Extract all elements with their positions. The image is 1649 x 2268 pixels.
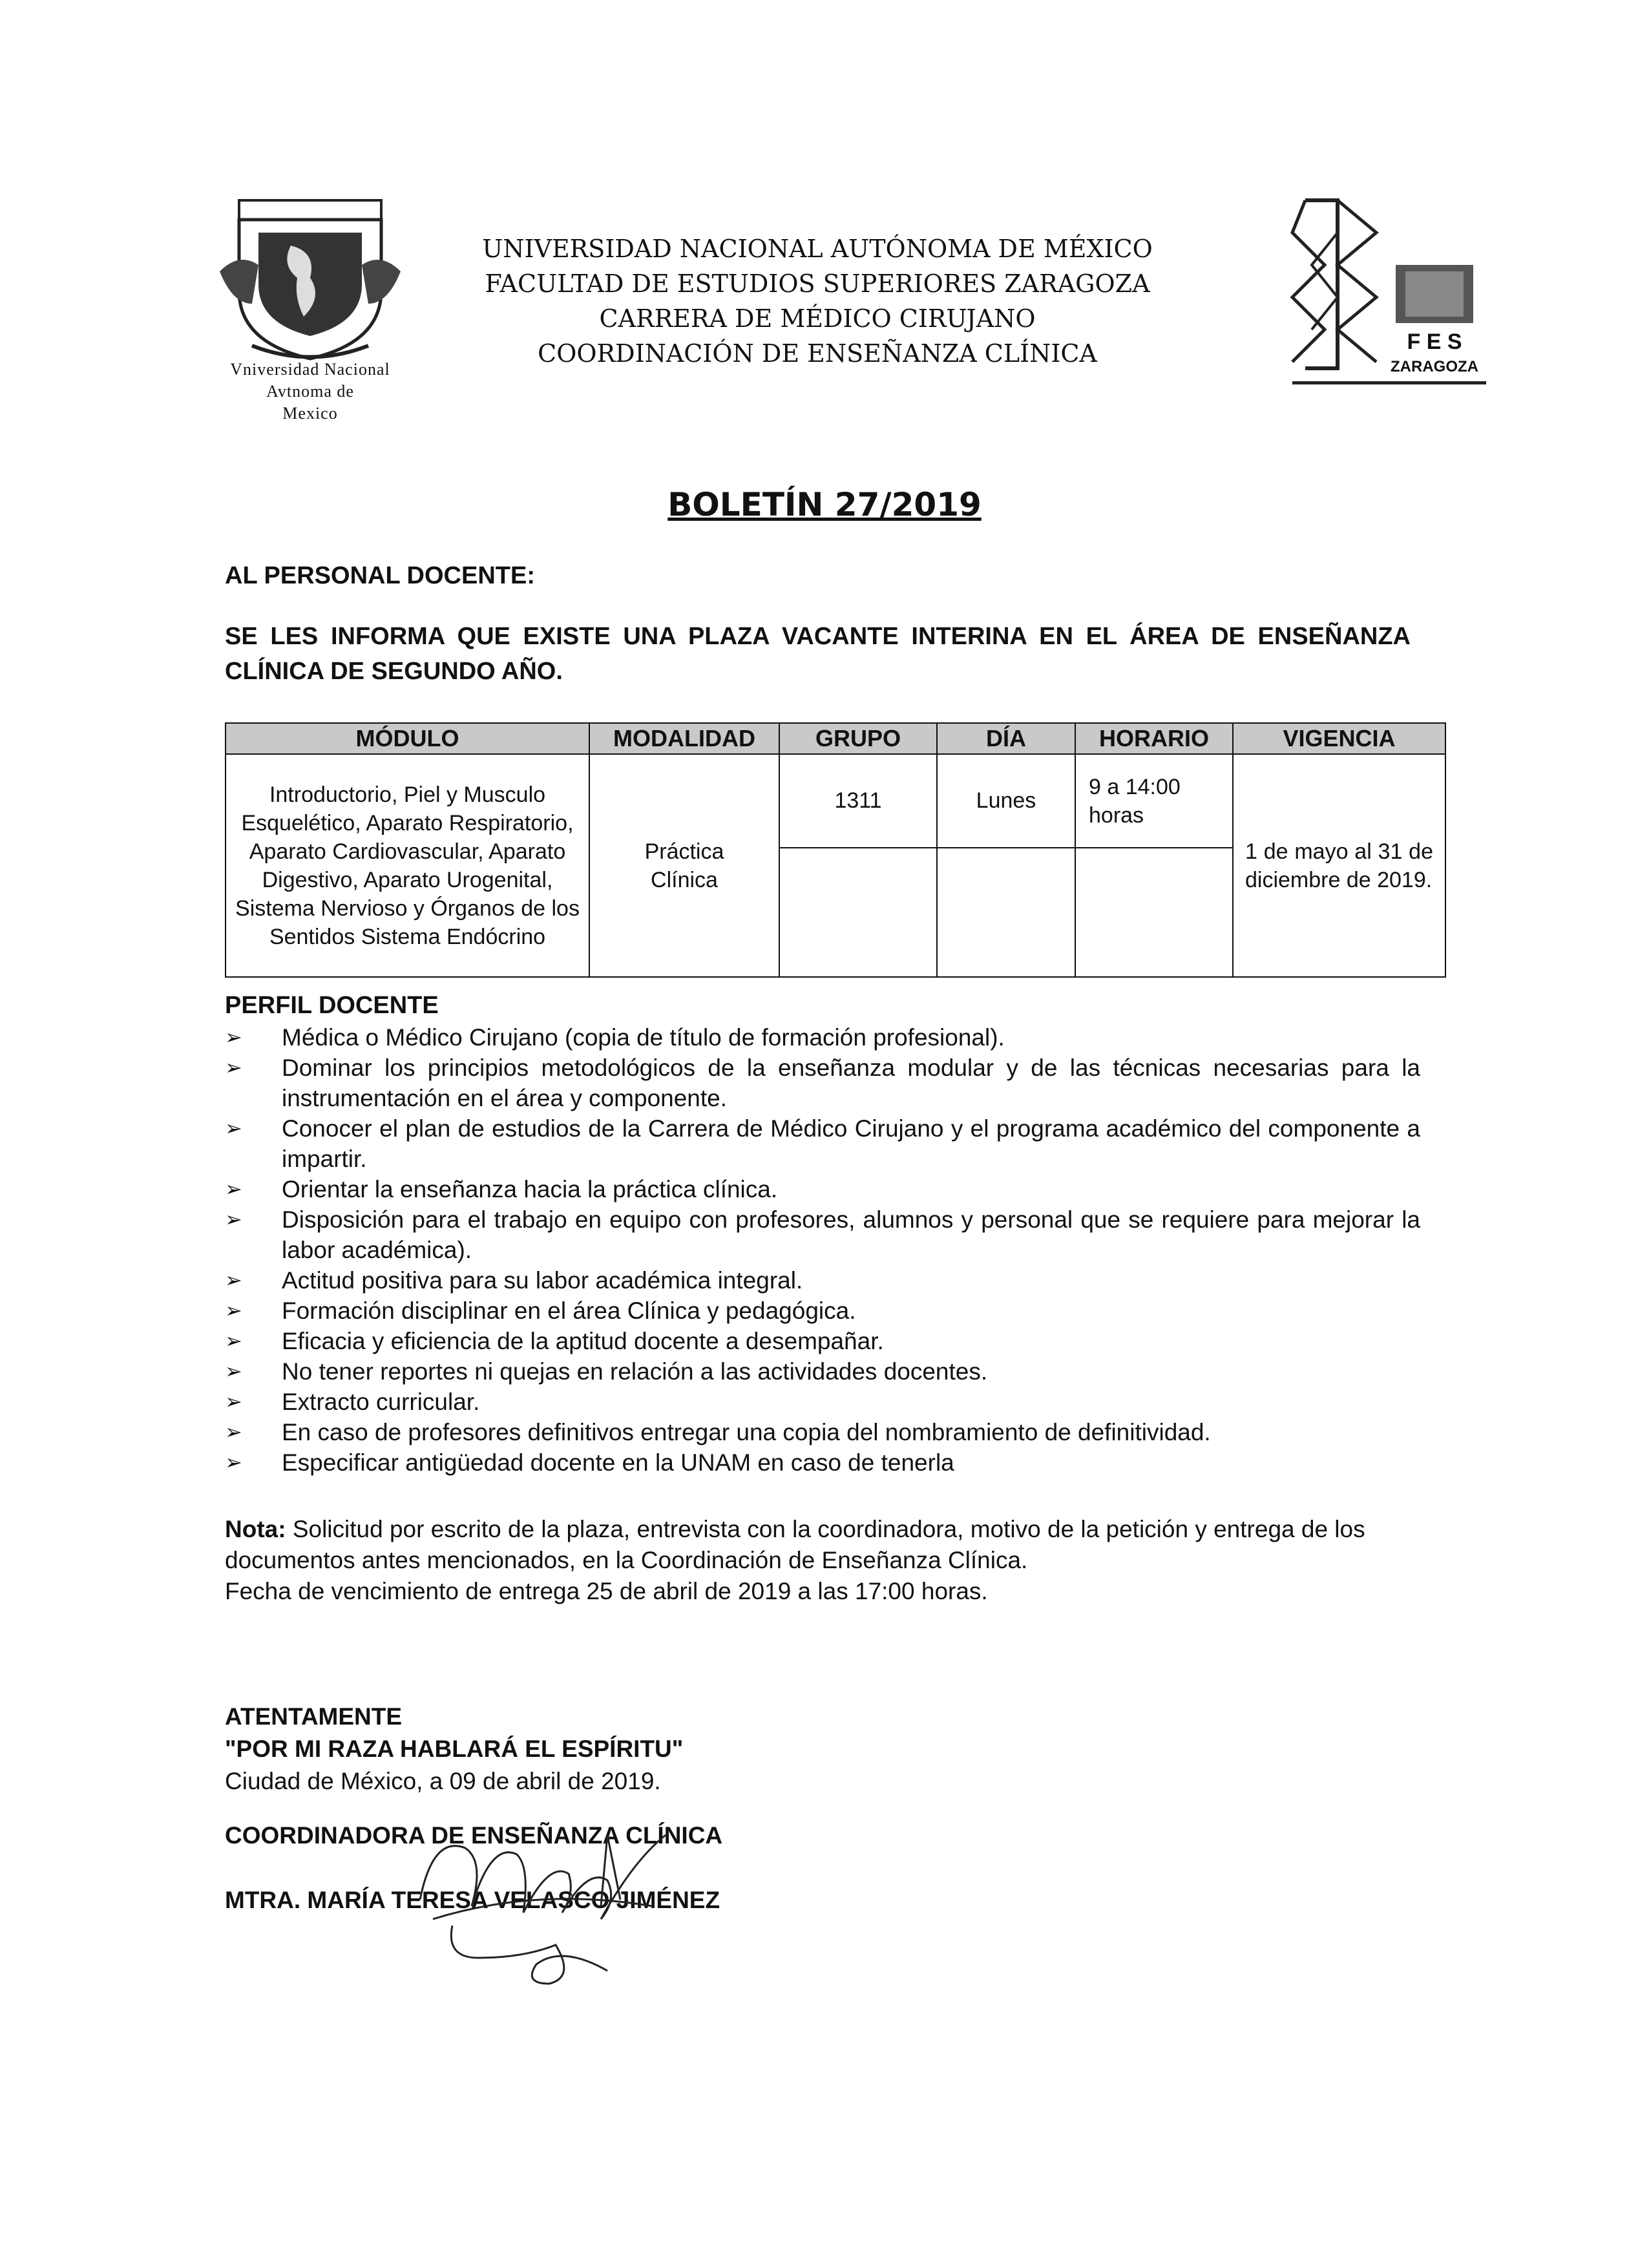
list-item (225, 1174, 1420, 1204)
arrow-bullet-icon: ➢ (225, 1117, 242, 1140)
seal-caption-line: Mexico (282, 404, 338, 423)
list-item-text: No tener reportes ni quejas en relación a las actividades docentes. (282, 1358, 988, 1385)
list-item (225, 1053, 1420, 1113)
table-row (226, 754, 1445, 848)
cell-modalidad (589, 754, 779, 977)
arrow-bullet-icon: ➢ (225, 1360, 242, 1383)
note-text: Solicitud por escrito de la plaza, entrevista con la coordinadora, motivo de la petición y entrega de los documentos antes mencionados, en la Coordinación de Enseñanza Clínica. (225, 1516, 1365, 1573)
cell-horario (1075, 754, 1233, 848)
list-item-text: Formación disciplinar en el área Clínica y pedagógica. (282, 1297, 856, 1324)
seal-caption-line: Avtnoma de (266, 382, 354, 401)
list-item-text: Orientar la enseñanza hacia la práctica clínica. (282, 1176, 778, 1202)
vacancy-table (225, 722, 1446, 978)
arrow-bullet-icon: ➢ (225, 1268, 242, 1292)
profile-list (225, 1022, 1420, 1478)
seal-caption (174, 359, 446, 425)
arrow-bullet-icon: ➢ (225, 1299, 242, 1322)
note-deadline: Fecha de vencimiento de entrega 25 de abril de 2019 a las 17:00 horas. (225, 1578, 988, 1604)
arrow-bullet-icon: ➢ (225, 1420, 242, 1444)
list-item (225, 1265, 1420, 1296)
signer-name: MTRA. MARÍA TERESA VELASCO JIMÉNEZ (225, 1887, 720, 1913)
arrow-bullet-icon: ➢ (225, 1329, 242, 1352)
list-item-text: Especificar antigüedad docente en la UNAM en caso de tenerla (282, 1449, 954, 1476)
arrow-bullet-icon: ➢ (225, 1056, 242, 1079)
list-item-text: Extracto curricular. (282, 1389, 480, 1415)
col-header-grupo: GRUPO (779, 723, 937, 754)
list-item-text: En caso de profesores definitivos entregar una copia del nombramiento de definitividad. (282, 1419, 1211, 1445)
header-line-faculty: FACULTAD DE ESTUDIOS SUPERIORES ZARAGOZA (485, 269, 1150, 298)
fes-zaragoza-logo-icon (1286, 187, 1493, 394)
institution-header (414, 231, 1221, 371)
arrow-bullet-icon: ➢ (225, 1451, 242, 1474)
header-line-university: UNIVERSIDAD NACIONAL AUTÓNOMA DE MÉXICO (482, 235, 1153, 263)
closing-salutation: ATENTAMENTE (225, 1703, 403, 1730)
arrow-bullet-icon: ➢ (225, 1177, 242, 1201)
cell-empty (937, 848, 1075, 977)
list-item-text: Médica o Médico Cirujano (copia de título de formación profesional). (282, 1024, 1005, 1051)
closing-place-date: Ciudad de México, a 09 de abril de 2019. (225, 1768, 661, 1794)
note-label: Nota: (225, 1516, 286, 1542)
list-item (225, 1417, 1420, 1447)
col-header-dia: DÍA (937, 723, 1075, 754)
cell-modalidad-text: Práctica Clínica (644, 839, 724, 892)
col-header-modalidad: MODALIDAD (589, 723, 779, 754)
header-line-career: CARRERA DE MÉDICO CIRUJANO (599, 304, 1036, 333)
table-header-row (226, 723, 1445, 754)
list-item (225, 1447, 1420, 1478)
bulletin-title: BOLETÍN 27/2019 (667, 486, 982, 523)
list-item (225, 1296, 1420, 1326)
note-paragraph (225, 1514, 1420, 1576)
signer-role: COORDINADORA DE ENSEÑANZA CLÍNICA (225, 1822, 723, 1849)
arrow-bullet-icon: ➢ (225, 1390, 242, 1413)
cell-horario-text: 9 a 14:00 horas (1089, 774, 1181, 828)
list-item (225, 1387, 1420, 1417)
cell-dia: Lunes (937, 754, 1075, 848)
addressee: AL PERSONAL DOCENTE: (225, 562, 535, 589)
col-header-modulo: MÓDULO (226, 723, 589, 754)
fes-logo-subtext: ZARAGOZA (1391, 358, 1478, 375)
intro-paragraph: SE LES INFORMA QUE EXISTE UNA PLAZA VACANTE INTERINA EN EL ÁREA DE ENSEÑANZA CLÍNICA DE SEGUNDO AÑO. (225, 623, 1411, 685)
header-line-coordination: COORDINACIÓN DE ENSEÑANZA CLÍNICA (538, 339, 1097, 368)
list-item (225, 1204, 1420, 1265)
col-header-horario: HORARIO (1075, 723, 1233, 754)
list-item (225, 1326, 1420, 1356)
note-block (225, 1514, 1420, 1607)
fes-logo-text: F E S (1407, 330, 1462, 354)
list-item (225, 1022, 1420, 1053)
list-item-text: Eficacia y eficiencia de la aptitud docente a desempañar. (282, 1328, 884, 1354)
arrow-bullet-icon: ➢ (225, 1025, 242, 1049)
cell-vigencia: 1 de mayo al 31 de diciembre de 2019. (1233, 754, 1445, 977)
seal-caption-line: Vniversidad Nacional (230, 360, 390, 379)
cell-grupo: 1311 (779, 754, 937, 848)
closing-motto: "POR MI RAZA HABLARÁ EL ESPÍRITU" (225, 1736, 684, 1762)
closing-block (225, 1701, 683, 1798)
list-item-text: Conocer el plan de estudios de la Carrera de Médico Cirujano y el programa académico del componente a impartir. (282, 1115, 1420, 1172)
cell-empty (779, 848, 937, 977)
unam-seal-icon (213, 194, 407, 368)
list-item-text: Disposición para el trabajo en equipo con profesores, alumnos y personal que se requiere para mejorar la labor académica). (282, 1206, 1420, 1263)
col-header-vigencia: VIGENCIA (1233, 723, 1445, 754)
arrow-bullet-icon: ➢ (225, 1208, 242, 1231)
handwritten-signature-icon (394, 1809, 685, 1990)
list-item-text: Dominar los principios metodológicos de la enseñanza modular y de las técnicas necesarias para la instrumentación en el área y componente. (282, 1055, 1420, 1111)
cell-modulo: Introductorio, Piel y Musculo Esquelético, Aparato Respiratorio, Aparato Cardiovascular, Aparato Digestivo, Aparato Urogenital, Sistema Nervioso y Órganos de los Sentidos Sistema Endócrino (226, 754, 589, 977)
list-item-text: Actitud positiva para su labor académica integral. (282, 1267, 803, 1294)
list-item (225, 1356, 1420, 1387)
profile-title: PERFIL DOCENTE (225, 992, 439, 1019)
list-item (225, 1113, 1420, 1174)
cell-empty (1075, 848, 1233, 977)
